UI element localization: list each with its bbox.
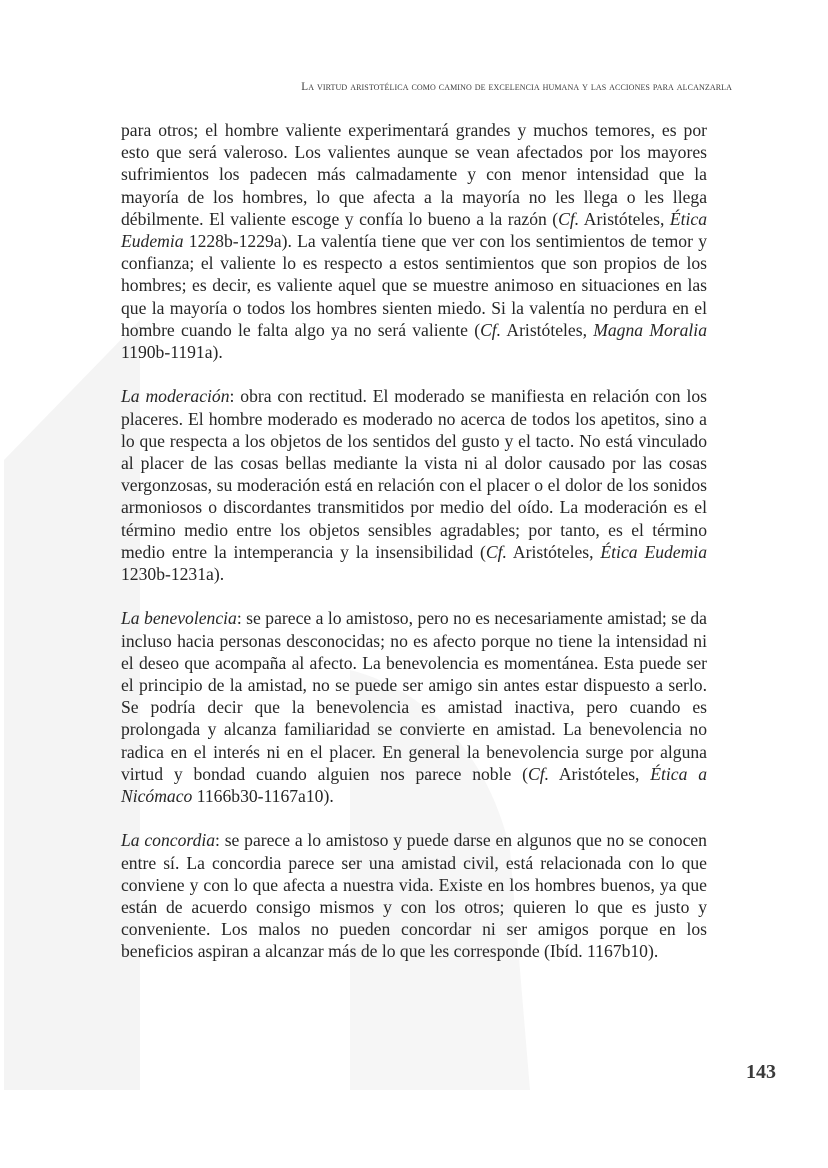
italic-text: Magna Moralia xyxy=(593,319,707,340)
running-head-initial: L xyxy=(301,81,309,93)
text-run: Aristóteles, xyxy=(506,541,601,562)
text-run: para otros; el hombre valiente experimentará grandes y muchos temores, es por esto que será valeroso. Los valientes aunque se vean afectados por los mayores sufrimientos los padecen más calmadamente y con menor intensidad que la mayoría de los hombres, lo que afecta a la mayoría no les llega o les llega débilmente. El valiente escoge y confía lo bueno a la razón ( xyxy=(121,120,707,229)
italic-text: Cf. xyxy=(527,763,549,784)
text-run: Aristóteles, xyxy=(548,763,651,784)
text-run: : obra con rectitud. El moderado se manifiesta en relación con los placeres. El hombre moderado es moderado no acerca de todos los apetitos, sino a lo que respecta a los objetos de los sentidos del gusto y el tacto. No está vinculado al placer de las cosas bellas mediante la vista ni al dolor causado por las cosas vergonzosas, su moderación está en relación con el placer o el dolor de los sonidos armoniosos o discordantes transmitidos por medio del oído. La moderación es el término medio entre los objetos sensibles agradables; por tanto, es el término medio entre la intemperancia y la insensibilidad ( xyxy=(121,386,707,562)
text-run: : se parece a lo amistoso y puede darse en algunos que no se conocen entre sí. La concordia parece ser una amistad civil, está relacionada con lo que conviene y con lo que afecta a nuestra vida. Existe en los hombres buenos, ya que están de acuerdo consigo mismos y con los otros; quieren lo que es justo y conveniente. Los malos no pueden concordar ni ser amigos porque en los beneficios aspiran a alcanzar más de lo que les corresponde (Ibíd. 1167b10). xyxy=(121,830,707,962)
text-run: 1228b-1229a). La valentía tiene que ver con los sentimientos de temor y confianza; el valiente lo es respecto a estos sentimientos que son propios de los hombres; es decir, es valiente aquel que se muestre animoso en situaciones en las que la mayoría o todos los hombres sienten miedo. Si la valentía no perdura en el hombre cuando le falta algo ya no será valiente ( xyxy=(121,231,707,340)
paragraph-benevolencia xyxy=(121,607,707,807)
italic-text: Cf. xyxy=(485,541,507,562)
text-run: Aristóteles, xyxy=(579,208,670,229)
italic-text: Ética Eudemia xyxy=(121,208,708,252)
text-run: : se parece a lo amistoso, pero no es necesariamente amistad; se da incluso hacia personas desconocidas; no es afecto porque no tiene la intensidad ni el deseo que acompaña al afecto. La benevolencia es momentánea. Esta puede ser el principio de la amistad, no se puede ser amigo sin antes estar dispuesto a serlo. Se podría decir que la benevolencia es amistad inactiva, pero cuando es prolongada y alcanza familiaridad se convierte en amistad. La benevolencia no radica en el interés ni en el placer. En general la benevolencia surge por alguna virtud y bondad cuando alguien nos parece noble ( xyxy=(121,608,707,784)
running-head-text: a virtud aristotélica como camino de excelencia humana y las acciones para alcanzarla xyxy=(308,81,732,93)
italic-text: La concordia xyxy=(121,830,216,851)
italic-text: La moderación xyxy=(121,386,230,407)
text-run: Aristóteles, xyxy=(501,319,594,340)
page-number: 143 xyxy=(746,1061,776,1083)
italic-text: Cf. xyxy=(480,319,502,340)
body-text xyxy=(121,119,707,963)
text-run: 1166b30-1167a10). xyxy=(192,786,334,807)
italic-text: Ética a Nicómaco xyxy=(121,763,707,807)
italic-text: Ética Eudemia xyxy=(600,541,707,562)
running-head xyxy=(150,81,732,93)
paragraph-concordia xyxy=(121,829,707,962)
italic-text: Cf. xyxy=(558,208,580,229)
italic-text: La benevolencia xyxy=(121,608,237,629)
text-run: 1190b-1191a). xyxy=(121,342,223,363)
paragraph-moderacion xyxy=(121,385,707,585)
paragraph-valentia xyxy=(121,119,707,363)
text-run: 1230b-1231a). xyxy=(121,564,225,585)
